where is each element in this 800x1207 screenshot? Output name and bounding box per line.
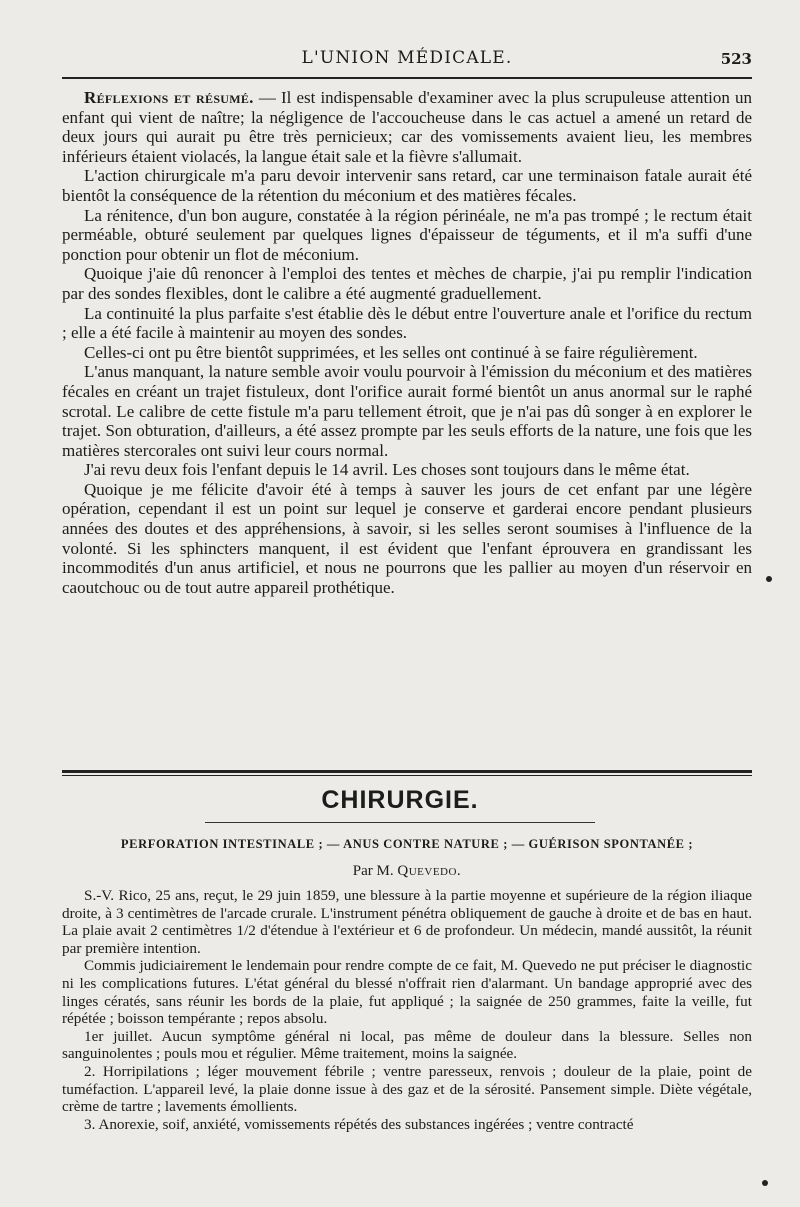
page-number: 523 <box>720 50 752 68</box>
article-reflexions <box>62 88 752 597</box>
author-name: Quevedo. <box>397 863 462 879</box>
article-subhead: PERFORATION INTESTINALE ; — ANUS CONTRE NATURE ; — GUÉRISON SPONTANÉE ; <box>120 837 694 851</box>
byline: Par M. Quevedo. <box>352 863 462 879</box>
paragraph: La continuité la plus parfaite s'est établie dès le début entre l'ouverture anale et l'orifice du rectum ; elle a été facile à maintenir au moyen des sondes. <box>62 303 752 343</box>
title-underline <box>205 822 595 823</box>
paragraph: Celles-ci ont pu être bientôt supprimées, et les selles ont continué à se faire régulièrement. <box>84 342 698 362</box>
section-divider <box>62 770 752 776</box>
paragraph: J'ai revu deux fois l'enfant depuis le 14 avril. Les choses sont toujours dans le même état. <box>84 460 690 480</box>
header-rule <box>62 77 752 79</box>
paragraph: Quoique j'aie dû renoncer à l'emploi des tentes et mèches de charpie, j'ai pu remplir l'indication par des sondes flexibles, dont le calibre a été augmenté graduellement. <box>62 264 752 303</box>
paragraph: 3. Anorexie, soif, anxiété, vomissements répétés des substances ingérées ; ventre contracté <box>84 1115 634 1133</box>
margin-mark <box>766 576 772 582</box>
paragraph: S.-V. Rico, 25 ans, reçut, le 29 juin 1859, une blessure à la partie moyenne et supérieure de la région iliaque droite, à 3 centimètres de l'arcade crurale. L'instrument pénétra obliquement de gauche à droite et de bas en haut. La plaie avait 2 centimètres 1/2 d'étendue à l'extérieur et 6 de profondeur. Un médecin, mandé aussitôt, la réunit par première intention. <box>62 887 752 957</box>
paragraph: L'anus manquant, la nature semble avoir voulu pourvoir à l'émission du méconium et des matières fécales en créant un trajet fistuleux, dont l'orifice aurait formé bientôt un anus anormal sur le raphé scrotal. Le calibre de cette fistule m'a paru tellement étroit, que je n'ai pas dû songer à en explorer le trajet. Son obturation, d'ailleurs, a été assez prompte par les seuls efforts de la nature, une fois que les matières stercorales ont suivi leur cours normal. <box>62 362 752 460</box>
section-lead: Réflexions et résumé. <box>84 88 254 107</box>
paragraph: 2. Horripilations ; léger mouvement fébrile ; ventre paresseux, renvois ; douleur de la plaie, point de tuméfaction. L'appareil levé, la plaie donne issue à des gaz et de la sérosité. Pansement simple. Diète végétale, crème de tartre ; lavements émollients. <box>62 1062 752 1116</box>
margin-mark <box>762 1180 768 1186</box>
paragraph: Quoique je me félicite d'avoir été à temps à sauver les jours de cet enfant par une légère opération, cependant il est un point sur lequel je conserve et garderai encore pendant plusieurs années des doutes et des appréhensions, à savoir, si les selles seront soumises à l'influence de la volonté. Si les sphincters manquent, il est évident que l'enfant éprouvera en grandissant les incommodités d'un anus artificiel, et nous ne pourrons que les pallier au moyen d'un réservoir en caoutchouc ou de tout autre appareil prothétique. <box>62 479 752 597</box>
running-header <box>62 46 752 74</box>
paragraph: Commis judiciairement le lendemain pour rendre compte de ce fait, M. Quevedo ne put préciser le diagnostic ni les complications futures. L'état général du blessé n'offrait rien d'alarmant. Un bandage approprié avec des linges cératés, sans réunir les bords de la plaie, fut appliqué ; la saignée de 250 grammes, faite la veille, fut répétée ; boisson tempérante ; repos absolu. <box>62 957 752 1028</box>
paragraph: 1er juillet. Aucun symptôme général ni local, pas même de douleur dans la blessure. Selles non sanguinolentes ; pouls mou et régulier. Même traitement, moins la saignée. <box>62 1027 752 1063</box>
paragraph: La rénitence, d'un bon augure, constatée à la région périnéale, ne m'a pas trompé ; le rectum était perméable, obturé seulement par quelques lignes d'épaisseur de téguments, et il m'a suffi d'une ponction pour obtenir un flot de méconium. <box>62 205 752 264</box>
section-title: CHIRURGIE. <box>321 786 479 814</box>
article-chirurgie <box>62 887 752 1133</box>
journal-title: L'UNION MÉDICALE. <box>301 48 513 68</box>
paragraph: L'action chirurgicale m'a paru devoir intervenir sans retard, car une terminaison fatale aurait été bientôt la conséquence de la rétention du méconium et des matières fécales. <box>62 166 752 205</box>
paragraph: Réflexions et résumé. — Il est indispensable d'examiner avec la plus scrupuleuse attention un enfant qui vient de naître; la négligence de l'accoucheuse dans le cas actuel a amené un retard de deux jours qui aurait pu être très pernicieux; car des vomissements avaient lieu, les membres inférieurs étaient violacés, la langue était sale et la fièvre s'allumait. <box>62 88 753 166</box>
